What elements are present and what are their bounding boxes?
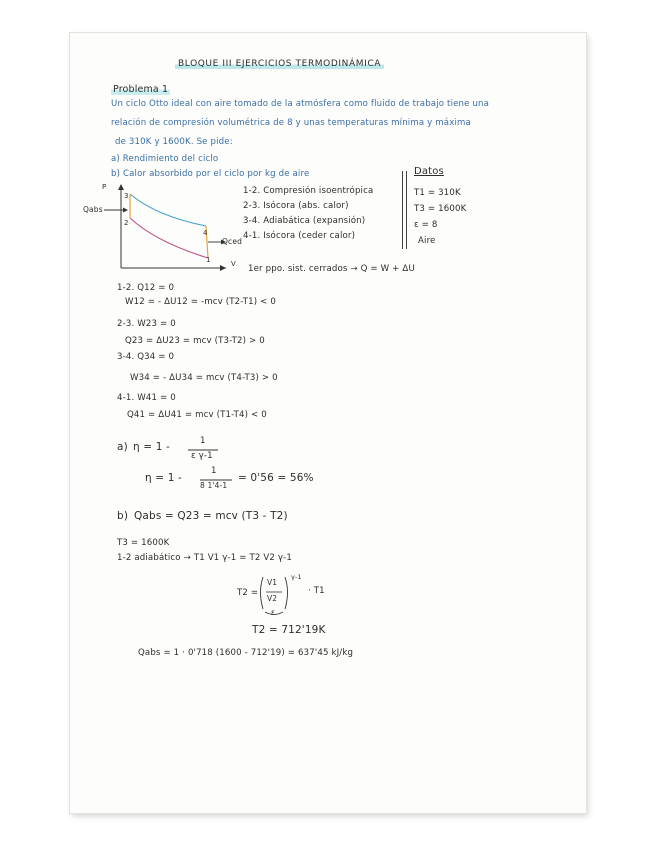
t2-fraction-denominator: V2 xyxy=(267,594,278,603)
qabs-result: Qabs = 1 · 0'718 (1600 - 712'19) = 637'45 kJ/kg xyxy=(138,648,354,658)
step-line: 1-2. Q12 = 0 xyxy=(117,283,175,293)
step-line: W34 = - ΔU34 = mcv (T4-T3) > 0 xyxy=(130,373,278,383)
eta-formula-denominator: ε γ-1 xyxy=(191,451,213,461)
step-line: Q41 = ΔU41 = mcv (T1-T4) < 0 xyxy=(127,410,267,420)
eta-result: = 0'56 = 56% xyxy=(238,472,314,484)
paper-sheet xyxy=(70,33,586,813)
datos-item: Aire xyxy=(418,236,436,246)
qced-label: Qced xyxy=(222,237,243,246)
t2-parenthesis xyxy=(259,575,299,615)
first-law: 1er ppo. sist. cerrados → Q = W + ΔU xyxy=(248,264,415,274)
otto-pv-diagram xyxy=(96,182,236,272)
v-axis-label: V xyxy=(231,260,236,268)
step-line: 2-3. W23 = 0 xyxy=(117,319,176,329)
eta-eval-lhs: η = 1 - xyxy=(145,472,182,484)
qabs-equation: Qabs = Q23 = mcv (T3 - T2) xyxy=(134,510,288,522)
datos-item: T1 = 310K xyxy=(414,188,461,198)
t3-value: T3 = 1600K xyxy=(117,538,170,548)
page-title: BLOQUE III EJERCICIOS TERMODINÁMICA xyxy=(175,59,384,69)
statement-line: a) Rendimiento del ciclo xyxy=(111,154,219,164)
process-item: 4-1. Isócora (ceder calor) xyxy=(243,231,356,241)
t2-lhs: T2 = xyxy=(237,588,259,598)
eta-formula-lhs: η = 1 - xyxy=(133,441,170,453)
step-line: 3-4. Q34 = 0 xyxy=(117,352,175,362)
epsilon-brace-label: ε xyxy=(271,608,276,617)
point-3-label: 3 xyxy=(124,192,129,200)
statement-line: Un ciclo Otto ideal con aire tomado de la atmósfera como fluido de trabajo tiene una xyxy=(111,99,490,109)
point-2-label: 2 xyxy=(124,219,129,227)
process-item: 3-4. Adiabática (expansión) xyxy=(243,216,366,226)
step-line: W12 = - ΔU12 = -mcv (T2-T1) < 0 xyxy=(125,297,276,307)
part-b-label: b) xyxy=(117,510,129,522)
step-line: Q23 = ΔU23 = mcv (T3-T2) > 0 xyxy=(125,336,265,346)
p-axis-label: P xyxy=(102,183,107,191)
datos-divider xyxy=(402,171,405,249)
t2-result: T2 = 712'19K xyxy=(252,624,326,636)
eta-eval-denominator: 8 1'4-1 xyxy=(200,481,228,490)
datos-item: ε = 8 xyxy=(414,220,438,230)
part-a-label: a) xyxy=(117,441,128,453)
statement-line: b) Calor absorbido por el ciclo por kg de aire xyxy=(111,169,310,179)
t2-exponent: γ-1 xyxy=(291,573,302,581)
process-item: 1-2. Compresión isoentrópica xyxy=(243,186,374,196)
adiabatic-relation: 1-2 adiabático → T1 V1 γ-1 = T2 V2 γ-1 xyxy=(117,553,292,563)
t2-rhs: · T1 xyxy=(308,586,325,596)
statement-line: relación de compresión volumétrica de 8 y unas temperaturas mínima y máxima xyxy=(111,118,471,128)
statement-line: de 310K y 1600K. Se pide: xyxy=(115,137,233,147)
datos-header: Datos xyxy=(414,166,444,177)
point-1-label: 1 xyxy=(206,256,211,264)
eta-formula-numerator: 1 xyxy=(200,436,206,446)
datos-item: T3 = 1600K xyxy=(414,204,467,214)
eta-eval-numerator: 1 xyxy=(211,466,217,476)
process-item: 2-3. Isócora (abs. calor) xyxy=(243,201,349,211)
step-line: 4-1. W41 = 0 xyxy=(117,393,176,403)
point-4-label: 4 xyxy=(203,229,208,237)
t2-fraction-numerator: V1 xyxy=(267,578,278,587)
qabs-label: Qabs xyxy=(83,205,103,214)
problem-label: Problema 1 xyxy=(113,84,169,95)
